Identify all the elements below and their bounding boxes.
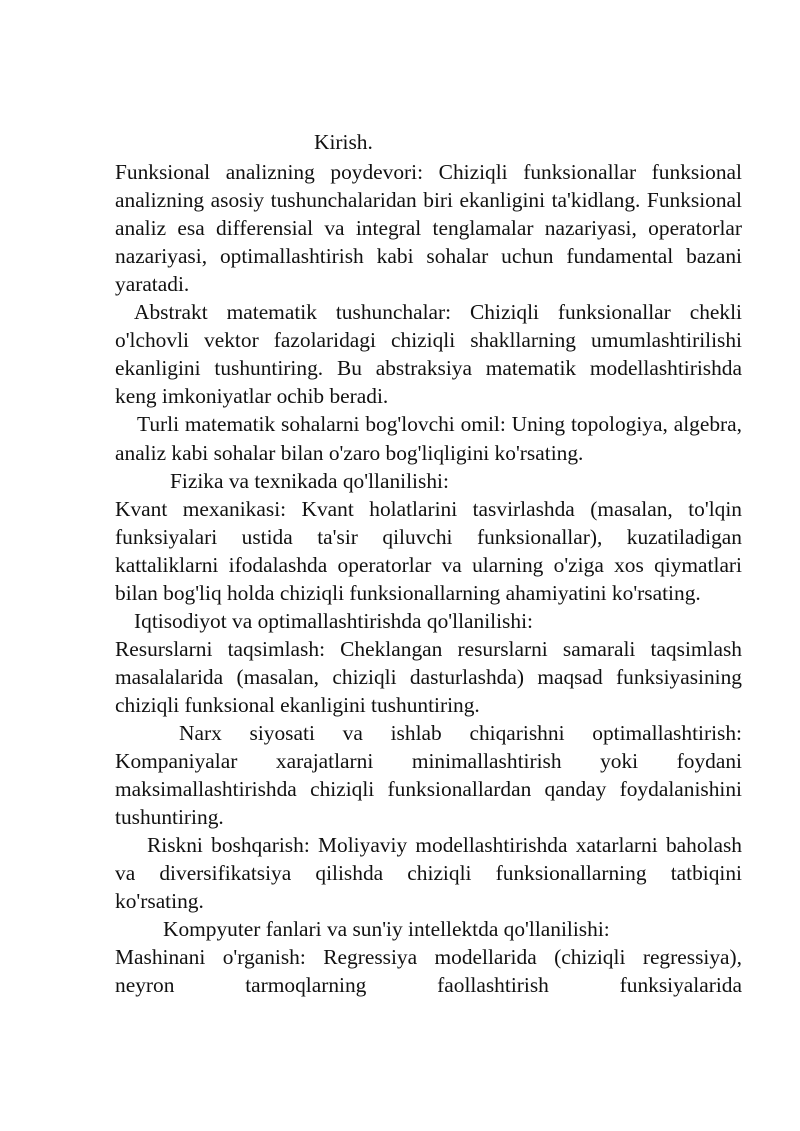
section-heading-physics: Fizika va texnikada qo'llanilishi: (170, 468, 449, 493)
paragraph-pricing-optimization: Narx siyosati va ishlab chiqarishni optimallashtirish: Kompaniyalar xarajatlarni minimallashtirish yoki foydani maksimallashtirishda chiziqli funksionallardan qanday foydalanishini tushuntiring. (115, 720, 742, 830)
section-heading-economics: Iqtisodiyot va optimallashtirishda qo'llanilishi: (134, 608, 533, 633)
section-heading-computer-science: Kompyuter fanlari va sun'iy intellektda qo'llanilishi: (163, 917, 610, 942)
paragraph-connecting-fields: Turli matematik sohalarni bog'lovchi omil: Uning topologiya, algebra, analiz kabi sohalar bilan o'zaro bog'liqligini ko'rsating. (115, 412, 742, 465)
paragraph-risk-management: Riskni boshqarish: Moliyaviy modellashtirishda xatarlarni baholash va diversifikatsiya qilishda chiziqli funksionallarning tatbiqini ko'rsating. (115, 833, 742, 914)
paragraph-functional-analysis-foundation: Funksional analizning poydevori: Chiziqli funksionallar funksional analizning asosiy tushunchalaridan biri ekanligini ta'kidlang. Funksional analiz esa differensial va integral tenglamalar nazariyasi, operatorlar nazariyasi, optimallashtirish kabi sohalar uchun fundamental bazani yaratadi. (115, 160, 742, 297)
paragraph-machine-learning: Mashinani o'rganish: Regressiya modellarida (chiziqli regressiya), neyron tarmoqlarning faollashtirish funksiyalarida (115, 945, 742, 998)
document-title: Kirish. (314, 130, 373, 154)
paragraph-resource-allocation: Resurslarni taqsimlash: Cheklangan resurslarni samarali taqsimlash masalalarida (masalan, chiziqli dasturlashda) maqsad funksiyasining chiziqli funksional ekanligini tushuntiring. (115, 636, 742, 717)
paragraph-abstract-concepts: Abstrakt matematik tushunchalar: Chiziqli funksionallar chekli o'lchovli vektor fazolaridagi chiziqli shakllarning umumlashtirilishi ekanligini tushuntiring. Bu abstraksiya matematik modellashtirishda keng imkoniyatlar ochib beradi. (115, 300, 742, 409)
document-body (115, 128, 742, 999)
paragraph-quantum-mechanics: Kvant mexanikasi: Kvant holatlarini tasvirlashda (masalan, to'lqin funksiyalari ustida ta'sir qiluvchi funksionallar), kuzatiladigan kattaliklarni ifodalashda operatorlar va ularning o'ziga xos qiymatlari bilan bog'liq holda chiziqli funksionallarning ahamiyatini ko'rsating. (115, 496, 742, 605)
